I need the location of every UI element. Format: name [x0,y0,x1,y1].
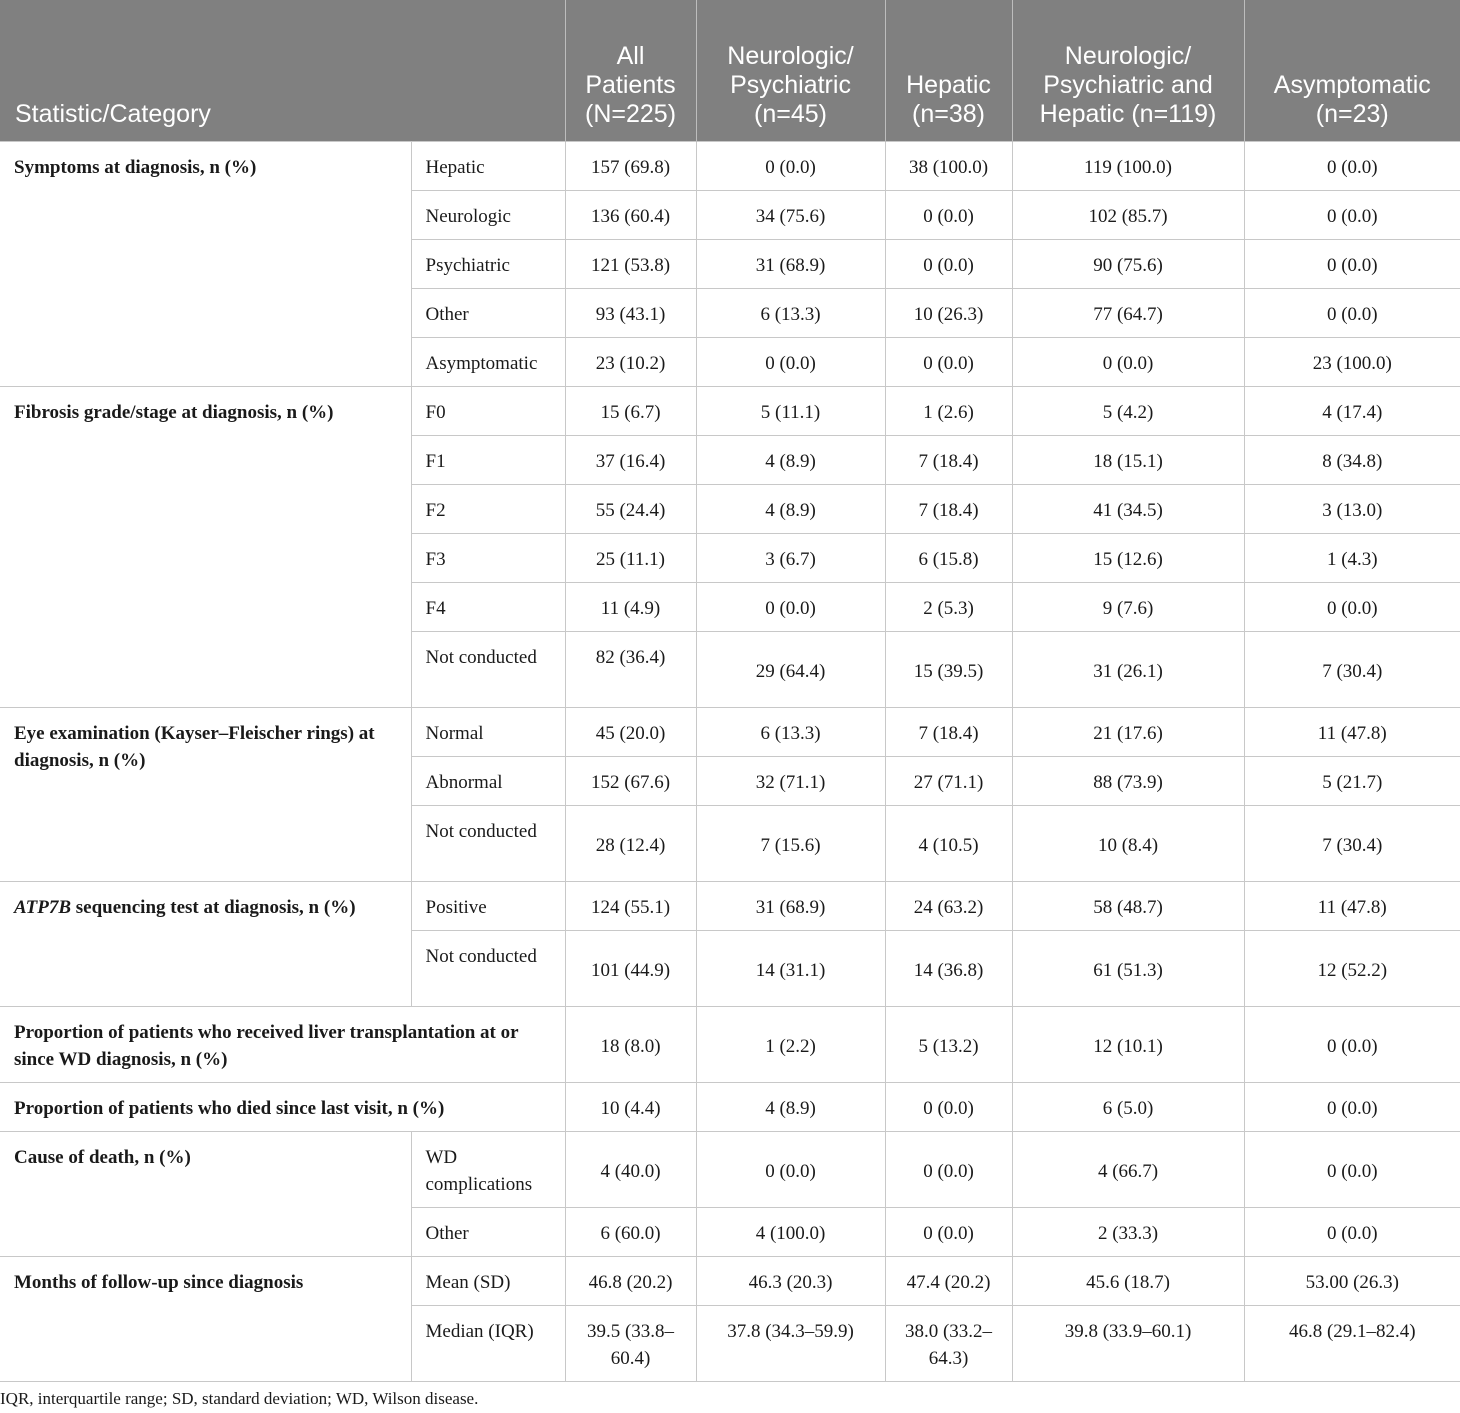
value-cell: 14 (36.8) [885,930,1012,1006]
value-cell: 46.8 (29.1–82.4) [1244,1305,1460,1381]
value-cell: 12 (10.1) [1012,1006,1244,1082]
category-label: Symptoms at diagnosis, n (%) [0,141,411,386]
value-cell: 11 (4.9) [565,582,696,631]
table-footnote: IQR, interquartile range; SD, standard deviation; WD, Wilson disease. [0,1389,479,1408]
value-cell: 7 (30.4) [1244,631,1460,707]
value-cell: 7 (18.4) [885,484,1012,533]
category-label [0,881,411,1006]
value-cell: 61 (51.3) [1012,930,1244,1006]
value-cell: 45.6 (18.7) [1012,1256,1244,1305]
value-cell: 38 (100.0) [885,141,1012,190]
value-cell: 7 (18.4) [885,707,1012,756]
value-cell: 10 (8.4) [1012,805,1244,881]
value-cell: 0 (0.0) [1244,141,1460,190]
category-label: Proportion of patients who died since last visit, n (%) [0,1082,565,1131]
value-cell: 5 (4.2) [1012,386,1244,435]
value-cell: 0 (0.0) [885,1207,1012,1256]
category-label: Fibrosis grade/stage at diagnosis, n (%) [0,386,411,707]
value-cell: 3 (13.0) [1244,484,1460,533]
value-cell: 18 (8.0) [565,1006,696,1082]
value-cell: 10 (4.4) [565,1082,696,1131]
value-cell: 58 (48.7) [1012,881,1244,930]
value-cell: 4 (8.9) [696,1082,885,1131]
table-row [0,1131,1460,1207]
value-cell: 124 (55.1) [565,881,696,930]
value-cell: 23 (10.2) [565,337,696,386]
value-cell: 5 (21.7) [1244,756,1460,805]
value-cell: 2 (5.3) [885,582,1012,631]
value-cell: 8 (34.8) [1244,435,1460,484]
value-cell: 7 (30.4) [1244,805,1460,881]
subcategory-label: Median (IQR) [411,1305,565,1381]
value-cell: 10 (26.3) [885,288,1012,337]
value-cell: 1 (2.6) [885,386,1012,435]
value-cell: 0 (0.0) [885,1082,1012,1131]
value-cell: 15 (39.5) [885,631,1012,707]
value-cell: 31 (68.9) [696,881,885,930]
subcategory-label: F3 [411,533,565,582]
value-cell: 18 (15.1) [1012,435,1244,484]
value-cell: 6 (15.8) [885,533,1012,582]
value-cell: 2 (33.3) [1012,1207,1244,1256]
value-cell: 5 (13.2) [885,1006,1012,1082]
gene-name: ATP7B [14,896,72,918]
subcategory-label: Abnormal [411,756,565,805]
value-cell: 25 (11.1) [565,533,696,582]
value-cell: 34 (75.6) [696,190,885,239]
table-row [0,386,1460,435]
value-cell: 0 (0.0) [1244,1082,1460,1131]
table-row [0,1006,1460,1082]
subcategory-label: F0 [411,386,565,435]
subcategory-label: Asymptomatic [411,337,565,386]
subcategory-label: Normal [411,707,565,756]
value-cell: 0 (0.0) [1244,582,1460,631]
value-cell: 4 (66.7) [1012,1131,1244,1207]
value-cell: 4 (8.9) [696,435,885,484]
value-cell: 46.8 (20.2) [565,1256,696,1305]
value-cell: 41 (34.5) [1012,484,1244,533]
value-cell: 6 (60.0) [565,1207,696,1256]
value-cell: 31 (26.1) [1012,631,1244,707]
value-cell: 39.8 (33.9–60.1) [1012,1305,1244,1381]
value-cell: 88 (73.9) [1012,756,1244,805]
value-cell: 0 (0.0) [885,337,1012,386]
value-cell: 77 (64.7) [1012,288,1244,337]
value-cell: 32 (71.1) [696,756,885,805]
value-cell: 101 (44.9) [565,930,696,1006]
value-cell: 0 (0.0) [885,1131,1012,1207]
value-cell: 47.4 (20.2) [885,1256,1012,1305]
value-cell: 102 (85.7) [1012,190,1244,239]
value-cell: 0 (0.0) [1244,1207,1460,1256]
value-cell: 31 (68.9) [696,239,885,288]
value-cell: 1 (4.3) [1244,533,1460,582]
value-cell: 55 (24.4) [565,484,696,533]
value-cell: 29 (64.4) [696,631,885,707]
value-cell: 0 (0.0) [885,190,1012,239]
category-label: Eye examination (Kayser–Fleischer rings) at diagnosis, n (%) [0,707,411,881]
value-cell: 4 (100.0) [696,1207,885,1256]
value-cell: 6 (13.3) [696,707,885,756]
value-cell: 46.3 (20.3) [696,1256,885,1305]
header-row [0,0,1460,141]
value-cell: 3 (6.7) [696,533,885,582]
table-row [0,1082,1460,1131]
header-all-patients: All Patients (N=225) [565,0,696,141]
value-cell: 53.00 (26.3) [1244,1256,1460,1305]
value-cell: 6 (13.3) [696,288,885,337]
value-cell: 0 (0.0) [1012,337,1244,386]
header-hepatic: Hepatic (n=38) [885,0,1012,141]
value-cell: 0 (0.0) [1244,190,1460,239]
value-cell: 93 (43.1) [565,288,696,337]
subcategory-label: Other [411,1207,565,1256]
value-cell: 0 (0.0) [696,582,885,631]
value-cell: 0 (0.0) [696,1131,885,1207]
value-cell: 5 (11.1) [696,386,885,435]
value-cell: 0 (0.0) [1244,1131,1460,1207]
value-cell: 152 (67.6) [565,756,696,805]
value-cell: 0 (0.0) [696,337,885,386]
value-cell: 4 (8.9) [696,484,885,533]
value-cell: 14 (31.1) [696,930,885,1006]
value-cell: 38.0 (33.2–64.3) [885,1305,1012,1381]
value-cell: 82 (36.4) [565,631,696,707]
value-cell: 9 (7.6) [1012,582,1244,631]
subcategory-label: Not conducted [411,805,565,881]
category-label-text: sequencing test at diagnosis, n (%) [71,896,356,918]
subcategory-label: Not conducted [411,631,565,707]
subcategory-label: F2 [411,484,565,533]
value-cell: 11 (47.8) [1244,707,1460,756]
value-cell: 1 (2.2) [696,1006,885,1082]
subcategory-label: Mean (SD) [411,1256,565,1305]
subcategory-label: Not conducted [411,930,565,1006]
category-label: Cause of death, n (%) [0,1131,411,1256]
subcategory-label: WD complications [411,1131,565,1207]
subcategory-label: F1 [411,435,565,484]
value-cell: 24 (63.2) [885,881,1012,930]
header-neuro-psych: Neurologic/ Psychiatric (n=45) [696,0,885,141]
category-label: Proportion of patients who received liver transplantation at or since WD diagnosis, n (%) [0,1006,565,1082]
value-cell: 121 (53.8) [565,239,696,288]
table-row [0,1256,1460,1305]
table-row [0,707,1460,756]
value-cell: 157 (69.8) [565,141,696,190]
value-cell: 11 (47.8) [1244,881,1460,930]
value-cell: 37.8 (34.3–59.9) [696,1305,885,1381]
value-cell: 7 (15.6) [696,805,885,881]
value-cell: 27 (71.1) [885,756,1012,805]
subcategory-label: F4 [411,582,565,631]
value-cell: 23 (100.0) [1244,337,1460,386]
value-cell: 0 (0.0) [885,239,1012,288]
subcategory-label: Hepatic [411,141,565,190]
value-cell: 136 (60.4) [565,190,696,239]
subcategory-label: Psychiatric [411,239,565,288]
value-cell: 39.5 (33.8–60.4) [565,1305,696,1381]
value-cell: 4 (17.4) [1244,386,1460,435]
value-cell: 37 (16.4) [565,435,696,484]
value-cell: 7 (18.4) [885,435,1012,484]
header-neuro-psych-hepatic: Neurologic/ Psychiatric and Hepatic (n=119) [1012,0,1244,141]
subcategory-label: Positive [411,881,565,930]
value-cell: 0 (0.0) [1244,288,1460,337]
table-row [0,141,1460,190]
header-asymptomatic: Asymptomatic (n=23) [1244,0,1460,141]
value-cell: 4 (10.5) [885,805,1012,881]
value-cell: 0 (0.0) [696,141,885,190]
subcategory-label: Neurologic [411,190,565,239]
value-cell: 0 (0.0) [1244,1006,1460,1082]
value-cell: 90 (75.6) [1012,239,1244,288]
value-cell: 12 (52.2) [1244,930,1460,1006]
value-cell: 4 (40.0) [565,1131,696,1207]
header-statistic-category: Statistic/Category [0,0,565,141]
subcategory-label: Other [411,288,565,337]
value-cell: 6 (5.0) [1012,1082,1244,1131]
value-cell: 15 (6.7) [565,386,696,435]
value-cell: 21 (17.6) [1012,707,1244,756]
value-cell: 15 (12.6) [1012,533,1244,582]
table-row [0,881,1460,930]
value-cell: 45 (20.0) [565,707,696,756]
value-cell: 0 (0.0) [1244,239,1460,288]
category-label: Months of follow-up since diagnosis [0,1256,411,1381]
value-cell: 119 (100.0) [1012,141,1244,190]
value-cell: 28 (12.4) [565,805,696,881]
